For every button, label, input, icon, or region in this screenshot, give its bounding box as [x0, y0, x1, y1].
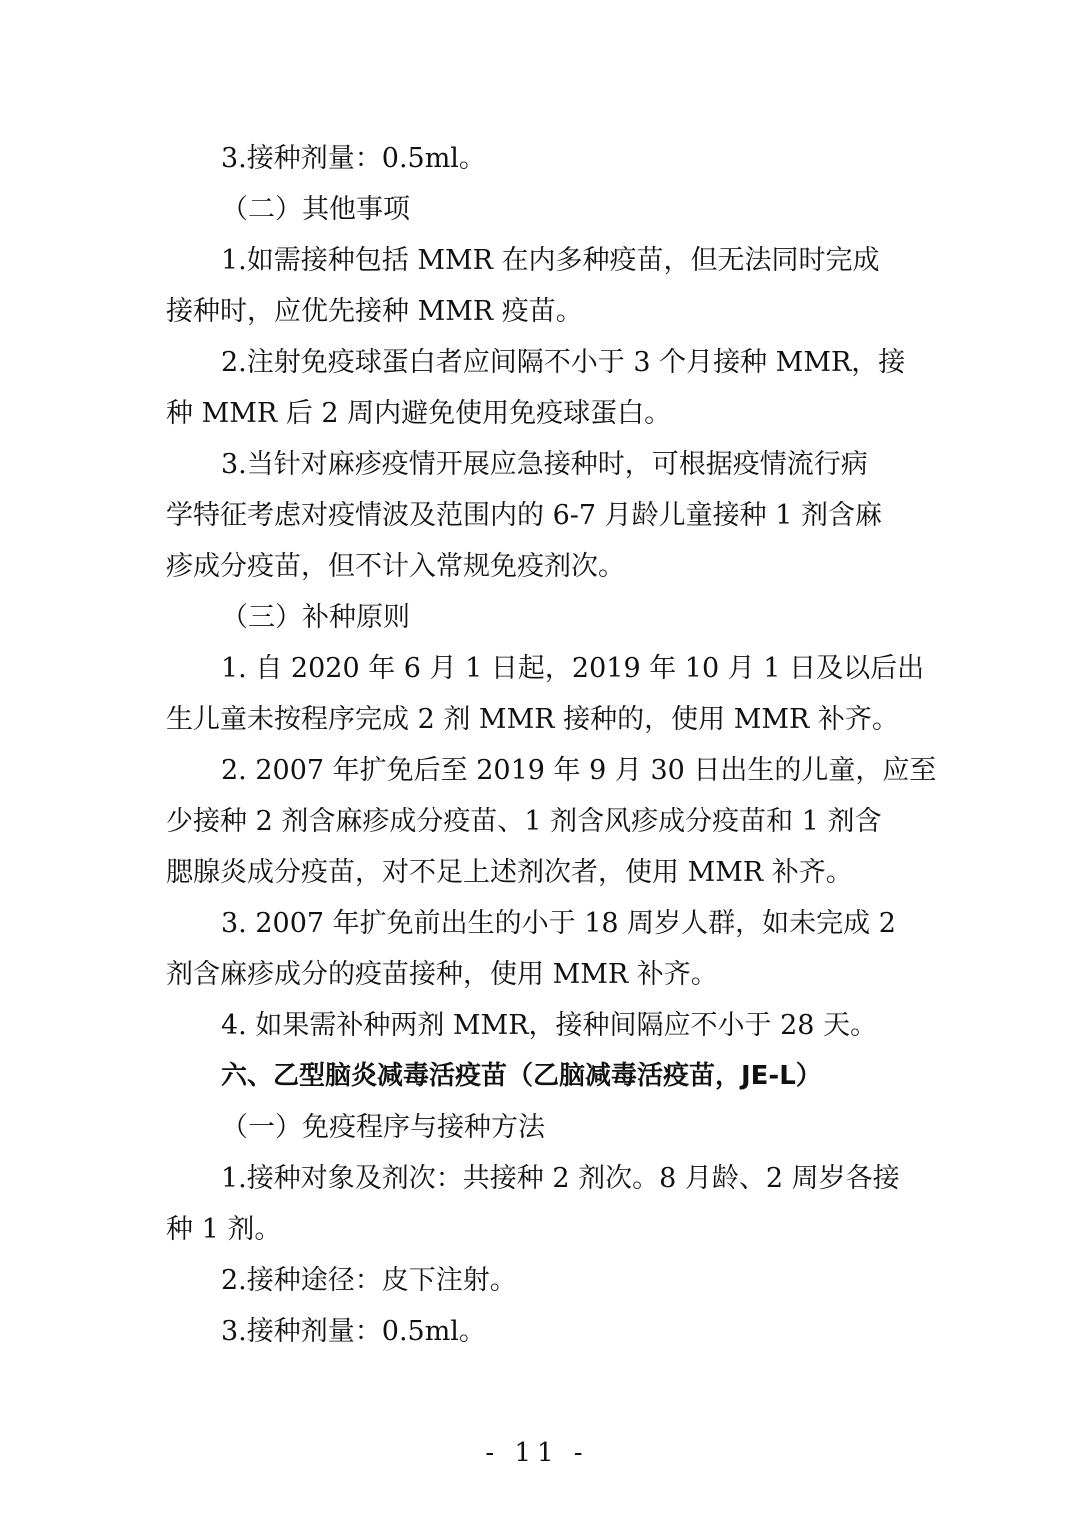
section-heading: （二）其他事项 [221, 194, 410, 225]
paragraph-line: 4. 如果需补种两剂 MMR，接种间隔应不小于 28 天。 [221, 1010, 878, 1041]
paragraph-line: 3.接种剂量：0.5ml。 [221, 143, 486, 174]
section-heading: （一）免疫程序与接种方法 [221, 1112, 545, 1143]
paragraph-line: 生儿童未按程序完成 2 剂 MMR 接种的，使用 MMR 补齐。 [166, 704, 899, 735]
chapter-heading: 六、乙型脑炎减毒活疫苗（乙脑减毒活疫苗，JE-L） [221, 1061, 822, 1091]
paragraph-line: 3.当针对麻疹疫情开展应急接种时，可根据疫情流行病 [221, 449, 868, 480]
paragraph-line: 种 1 剂。 [166, 1214, 282, 1245]
paragraph-line: 1.如需接种包括 MMR 在内多种疫苗，但无法同时完成 [221, 245, 880, 276]
paragraph-line: 2. 2007 年扩免后至 2019 年 9 月 30 日出生的儿童，应至 [221, 755, 937, 786]
paragraph-line: 3. 2007 年扩免前出生的小于 18 周岁人群，如未完成 2 [221, 908, 896, 939]
paragraph-line: 1. 自 2020 年 6 月 1 日起，2019 年 10 月 1 日及以后出 [221, 653, 925, 684]
paragraph-line: 剂含麻疹成分的疫苗接种，使用 MMR 补齐。 [166, 959, 718, 990]
document-body [166, 133, 937, 1357]
paragraph-line: 种 MMR 后 2 周内避免使用免疫球蛋白。 [166, 398, 672, 429]
section-heading: （三）补种原则 [221, 602, 410, 633]
paragraph-line: 1.接种对象及剂次：共接种 2 剂次。8 月龄、2 周岁各接 [221, 1163, 900, 1194]
paragraph-line: 2.注射免疫球蛋白者应间隔不小于 3 个月接种 MMR，接 [221, 347, 906, 378]
paragraph-line: 腮腺炎成分疫苗，对不足上述剂次者，使用 MMR 补齐。 [166, 857, 853, 888]
paragraph-line: 学特征考虑对疫情波及范围内的 6-7 月龄儿童接种 1 剂含麻 [166, 500, 882, 531]
paragraph-line: 少接种 2 剂含麻疹成分疫苗、1 剂含风疹成分疫苗和 1 剂含 [166, 806, 882, 837]
paragraph-line: 3.接种剂量：0.5ml。 [221, 1316, 486, 1347]
paragraph-line: 疹成分疫苗，但不计入常规免疫剂次。 [166, 551, 625, 582]
paragraph-line: 2.接种途径：皮下注射。 [221, 1265, 517, 1296]
paragraph-line: 接种时，应优先接种 MMR 疫苗。 [166, 296, 583, 327]
page-number: - 11 - [485, 1438, 589, 1468]
